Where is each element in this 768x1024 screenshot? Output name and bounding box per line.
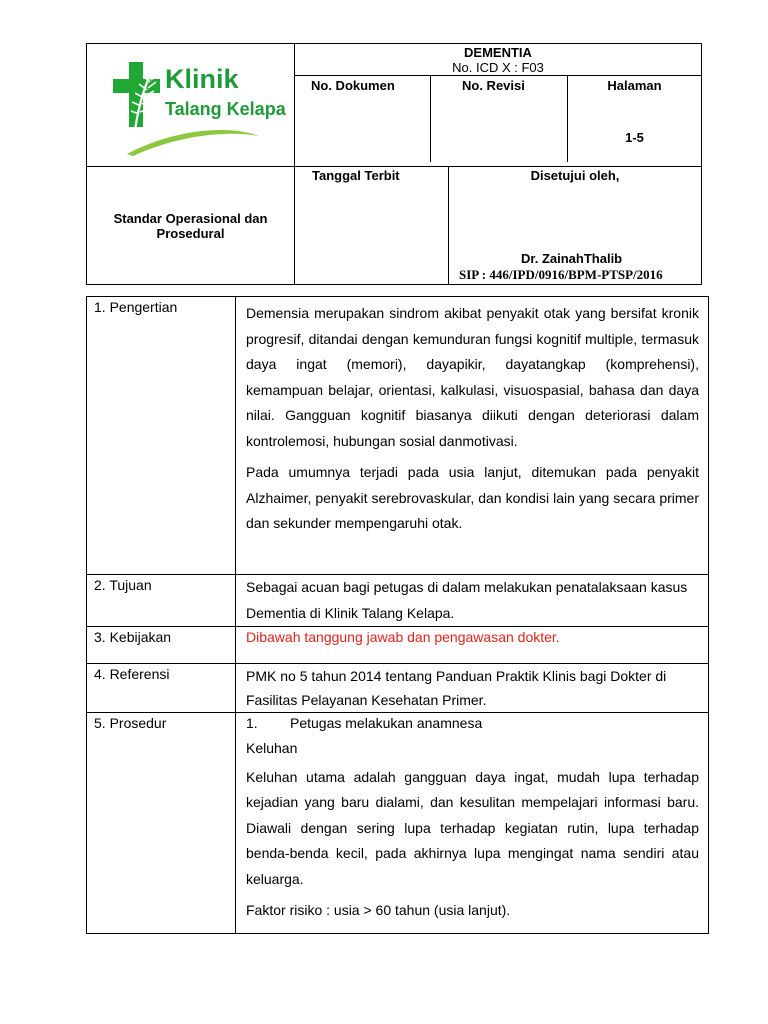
section-content-referensi: PMK no 5 tahun 2014 tentang Panduan Praktik Klinis bagi Dokter di Fasilitas Pelayanan Kesehatan Primer. — [236, 664, 709, 713]
approval-cell — [449, 167, 702, 285]
pengertian-paragraph-2: Pada umumnya terjadi pada usia lanjut, ditemukan pada penyakit Alzhaimer, penyakit serebrovaskular, dan kondisi lain yang secara primer dan sekunder mempengaruhi otak. — [246, 464, 699, 531]
section-label-prosedur: 5. Prosedur — [87, 713, 236, 934]
table-row — [87, 297, 709, 575]
section-content-tujuan: Sebagai acuan bagi petugas di dalam melakukan penatalaksaan kasus Dementia di Klinik Talang Kelapa. — [236, 575, 709, 627]
revision-label: No. Revisi — [431, 76, 568, 162]
swoosh-icon — [127, 130, 259, 156]
logo-line2: Talang Kelapa — [165, 99, 286, 119]
procedure-table — [86, 296, 709, 934]
table-row — [87, 713, 709, 934]
approver-sip: SIP : 446/IPD/0916/BPM-PTSP/2016 — [459, 267, 663, 282]
document-header-table — [86, 43, 702, 285]
title-cell — [295, 44, 702, 167]
clinic-logo — [87, 44, 294, 163]
doc-number-label: No. Dokumen — [295, 76, 431, 162]
risk-factor-paragraph: Faktor risiko : usia > 60 tahun (usia lanjut). — [246, 902, 511, 918]
section-content-kebijakan: Dibawah tanggung jawab dan pengawasan dokter. — [236, 627, 709, 664]
section-label-kebijakan: 3. Kebijakan — [87, 627, 236, 664]
approver-name: Dr. ZainahThalib — [521, 251, 623, 266]
table-row — [87, 664, 709, 713]
approved-label: Disetujui oleh, — [530, 168, 620, 183]
prosedur-step — [246, 713, 699, 732]
icd-code: No. ICD X : F03 — [452, 60, 544, 75]
logo-cell — [87, 44, 295, 167]
logo-line1: Klinik — [165, 64, 239, 94]
step-text: Petugas melakukan anamnesa — [290, 715, 483, 731]
keluhan-paragraph: Keluhan utama adalah gangguan daya ingat, mudah lupa terhadap kejadian yang baru dialami, dan kesulitan mempelajari informasi baru. Diawali dengan sering lupa terhadap kegiatan rutin, lupa terhadap benda-benda kecil, pada akhirnya lupa mengingat nama sendiri atau keluarga. — [246, 768, 699, 887]
step-number: 1. — [246, 715, 258, 731]
section-label-pengertian: 1. Pengertian — [87, 297, 236, 575]
section-content-pengertian — [236, 297, 709, 575]
issue-date-label: Tanggal Terbit — [295, 167, 449, 285]
doc-title: DEMENTIA — [464, 45, 532, 60]
section-label-tujuan: 2. Tujuan — [87, 575, 236, 627]
page-label: Halaman — [607, 78, 662, 93]
sop-title: Standar Operasional dan Prosedural — [87, 167, 295, 285]
table-row — [87, 575, 709, 627]
pengertian-paragraph-1: Demensia merupakan sindrom akibat penyakit otak yang bersifat kronik progresif, ditandai dengan kemunduran fungsi kognitif multiple, termasuk daya ingat (memori), dayapikir, dayatangkap (komprehensi), kemampuan belajar, orientasi, kalkulasi, visuospasial, bahasa dan daya nilai. Gangguan kognitif biasanya diikuti dengan deteriorasi dalam kontrolemosi, hubungan sosial danmotivasi. — [246, 305, 699, 449]
section-label-referensi: 4. Referensi — [87, 664, 236, 713]
keluhan-heading: Keluhan — [246, 740, 298, 756]
page-value: 1-5 — [625, 130, 644, 145]
table-row — [87, 627, 709, 664]
section-content-prosedur — [236, 713, 709, 934]
